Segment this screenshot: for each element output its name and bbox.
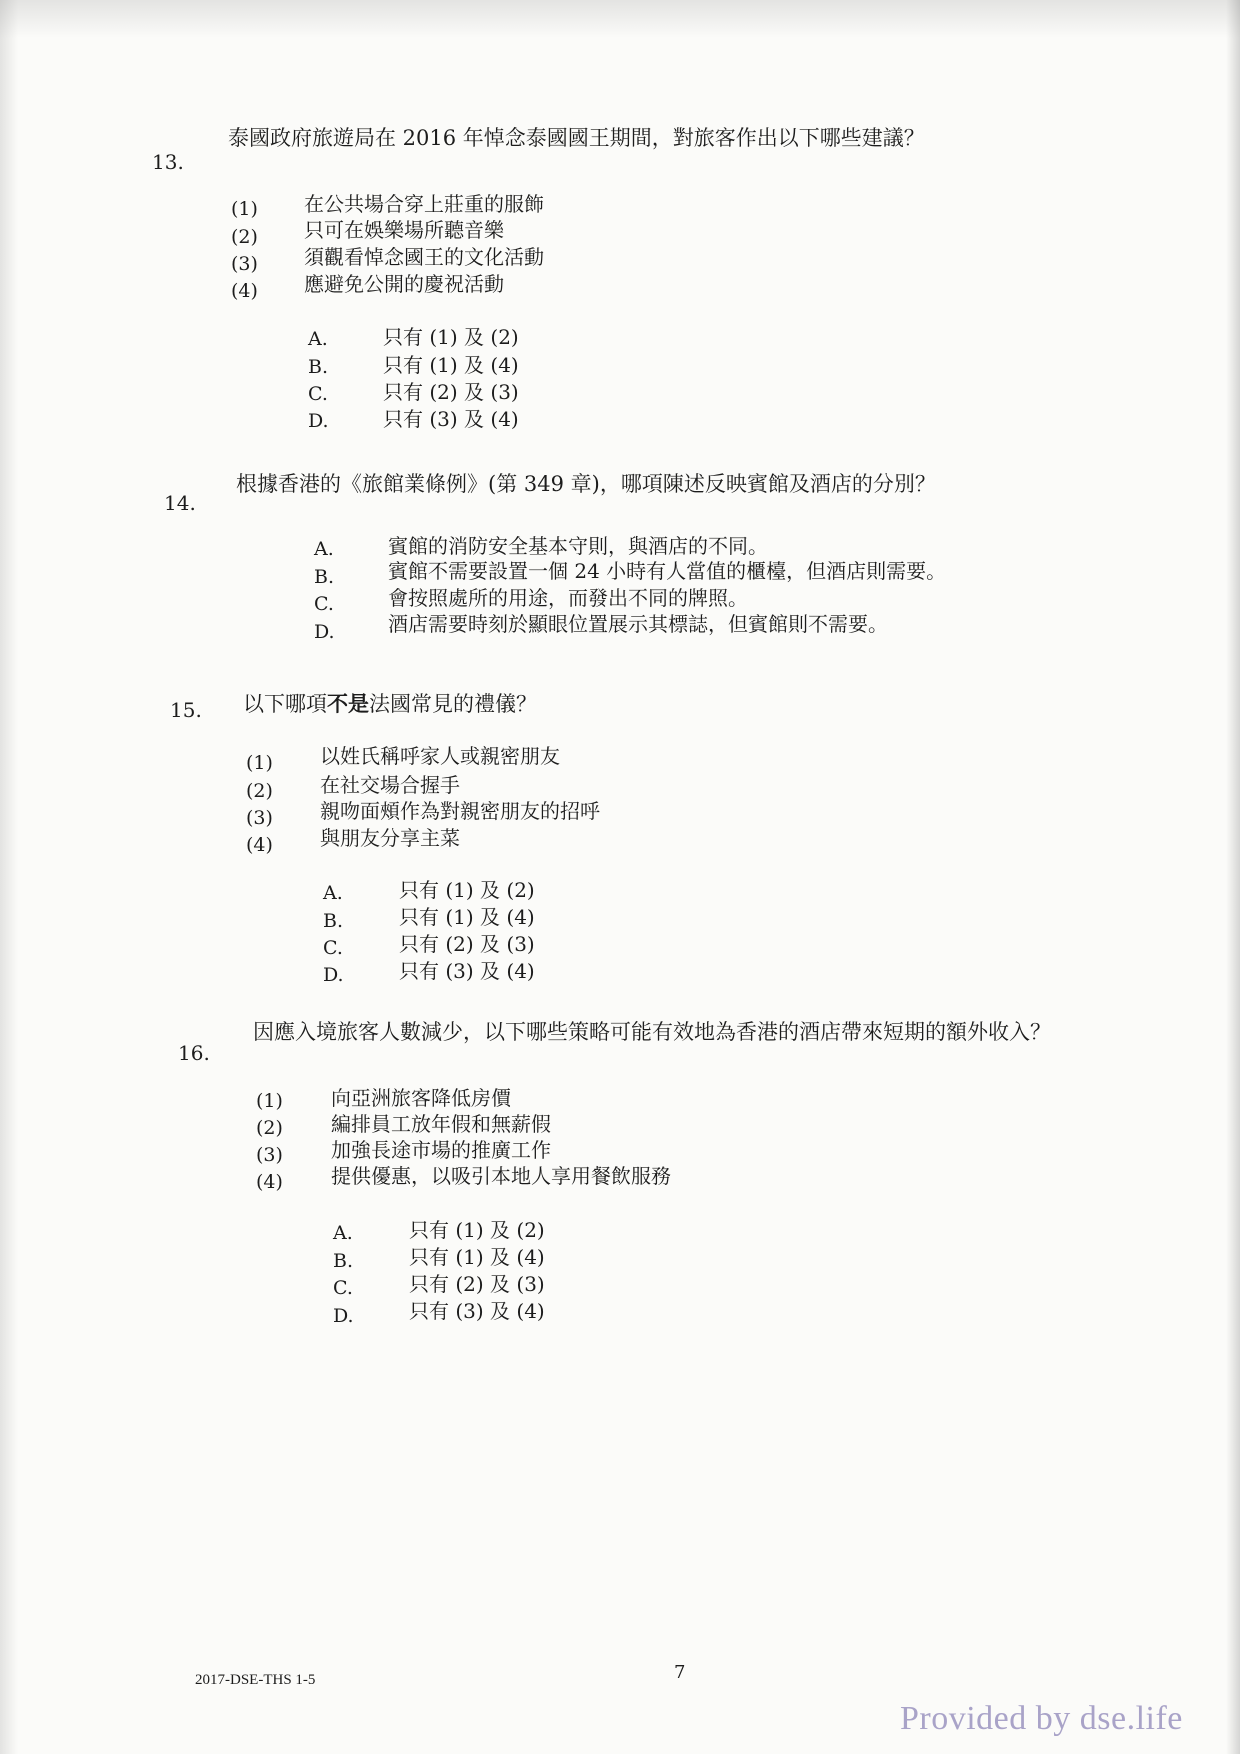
question-stem <box>243 688 537 718</box>
statement-text: 在社交場合握手 <box>320 773 460 797</box>
statement-number: (2) <box>246 780 273 802</box>
statement-text: 須觀看悼念國王的文化活動 <box>304 245 544 269</box>
option-letter: A. <box>314 538 334 560</box>
option-letter: D. <box>308 410 329 432</box>
option-text: 賓館的消防安全基本守則，與酒店的不同。 <box>388 534 768 558</box>
statement-text: 只可在娛樂場所聽音樂 <box>304 218 504 242</box>
option-text: 只有 (1) 及 (4) <box>383 353 519 377</box>
option-letter: B. <box>323 910 344 932</box>
option-letter: A. <box>333 1222 353 1244</box>
statement-number: (3) <box>256 1144 283 1166</box>
statement-number: (1) <box>246 752 273 774</box>
exam-paper-code: 2017-DSE-THS 1-5 <box>195 1672 316 1688</box>
option-text: 只有 (1) 及 (2) <box>409 1218 545 1242</box>
option-text: 酒店需要時刻於顯眼位置展示其標誌，但賓館則不需要。 <box>388 612 888 636</box>
statement-text: 與朋友分享主菜 <box>320 826 460 850</box>
option-text: 只有 (3) 及 (4) <box>399 959 535 983</box>
statement-number: (2) <box>256 1117 283 1139</box>
statement-number: (4) <box>246 834 273 856</box>
statement-number: (3) <box>231 253 258 275</box>
question-stem: 泰國政府旅遊局在 2016 年悼念泰國國王期間，對旅客作出以下哪些建議？ <box>228 126 925 150</box>
option-text: 賓館不需要設置一個 24 小時有人當值的櫃檯，但酒店則需要。 <box>388 559 947 583</box>
option-letter: D. <box>323 964 344 986</box>
watermark-link[interactable]: Provided by dse.life <box>900 1700 1183 1737</box>
option-text: 只有 (1) 及 (2) <box>383 325 519 349</box>
statement-number: (2) <box>231 226 258 248</box>
question-stem: 因應入境旅客人數減少，以下哪些策略可能有效地為香港的酒店帶來短期的額外收入？ <box>253 1020 1051 1044</box>
option-letter: D. <box>314 621 335 643</box>
scan-shadow-left <box>0 0 18 1754</box>
question-number: 13. <box>152 150 184 174</box>
option-letter: D. <box>333 1305 354 1327</box>
option-letter: C. <box>308 383 328 405</box>
scan-shadow-top <box>0 0 1240 38</box>
option-text: 只有 (1) 及 (2) <box>399 878 535 902</box>
option-text: 只有 (2) 及 (3) <box>383 380 519 404</box>
option-text: 會按照處所的用途，而發出不同的牌照。 <box>388 586 748 610</box>
statement-text: 親吻面頰作為對親密朋友的招呼 <box>320 799 600 823</box>
option-text: 只有 (3) 及 (4) <box>409 1299 545 1323</box>
scan-shadow-right <box>1226 0 1240 1754</box>
question-stem-emphasis: 不是 <box>327 691 369 716</box>
option-text: 只有 (1) 及 (4) <box>409 1245 545 1269</box>
option-letter: A. <box>308 328 328 350</box>
question-stem-post: 法國常見的禮儀？ <box>369 692 537 716</box>
question-number: 16. <box>178 1041 210 1065</box>
question-number: 15. <box>170 698 202 722</box>
statement-number: (4) <box>231 280 258 302</box>
statement-text: 加強長途市場的推廣工作 <box>331 1138 551 1162</box>
option-letter: C. <box>323 937 343 959</box>
page-number: 7 <box>674 1662 686 1683</box>
statement-number: (3) <box>246 807 273 829</box>
statement-text: 提供優惠，以吸引本地人享用餐飲服務 <box>331 1164 671 1188</box>
option-letter: C. <box>314 593 334 615</box>
statement-text: 編排員工放年假和無薪假 <box>331 1112 551 1136</box>
question-stem-pre: 以下哪項 <box>243 692 327 716</box>
option-text: 只有 (3) 及 (4) <box>383 407 519 431</box>
option-text: 只有 (1) 及 (4) <box>399 905 535 929</box>
statement-text: 以姓氏稱呼家人或親密朋友 <box>320 744 560 768</box>
option-text: 只有 (2) 及 (3) <box>409 1272 545 1296</box>
question-number: 14. <box>164 491 196 515</box>
statement-number: (1) <box>256 1090 283 1112</box>
option-letter: B. <box>314 566 335 588</box>
option-letter: A. <box>323 882 343 904</box>
statement-text: 應避免公開的慶祝活動 <box>304 272 504 296</box>
statement-number: (4) <box>256 1171 283 1193</box>
option-letter: B. <box>333 1250 354 1272</box>
statement-text: 向亞洲旅客降低房價 <box>331 1086 511 1110</box>
option-text: 只有 (2) 及 (3) <box>399 932 535 956</box>
question-stem: 根據香港的《旅館業條例》(第 349 章)，哪項陳述反映賓館及酒店的分別？ <box>236 472 936 496</box>
statement-number: (1) <box>231 198 258 220</box>
statement-text: 在公共場合穿上莊重的服飾 <box>304 192 544 216</box>
option-letter: B. <box>308 356 329 378</box>
option-letter: C. <box>333 1277 353 1299</box>
